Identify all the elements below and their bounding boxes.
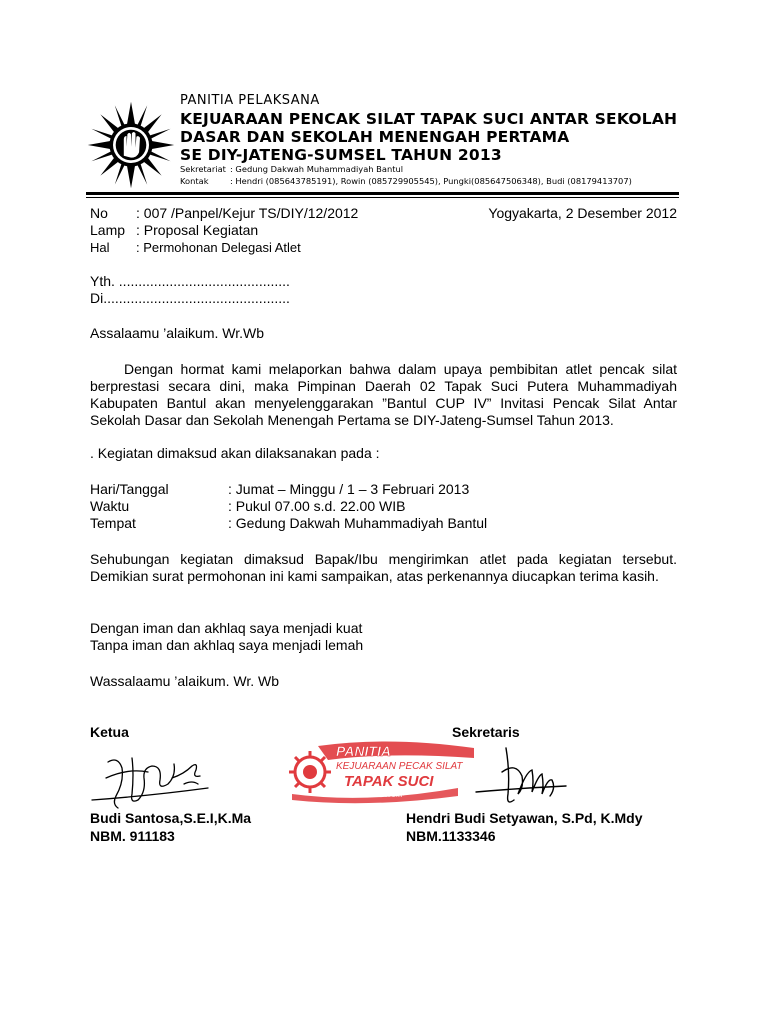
- tapak-suci-logo-icon: [86, 100, 176, 190]
- recipient-di: Di................................................: [90, 290, 290, 306]
- letter-number: : 007 /Panpel/Kejur TS/DIY/12/2012: [136, 205, 359, 221]
- motto-line: Dengan iman dan akhlaq saya menjadi kuat: [90, 620, 363, 636]
- stamp-emblem-icon: [289, 751, 331, 793]
- contact-label: Kontak: [180, 176, 209, 186]
- motto-line: Tanpa iman dan akhlaq saya menjadi lemah: [90, 637, 364, 653]
- time-label: Waktu: [90, 498, 130, 514]
- letterhead-divider-thin: [86, 197, 679, 198]
- schedule-intro: . Kegiatan dimaksud akan dilaksanakan pada :: [90, 445, 380, 461]
- stamp-line-4: ANTAR SD DAN SMP: [346, 793, 405, 799]
- stamp-line-2: KEJUARAAN PECAK SILAT: [336, 761, 463, 772]
- day-value: : Jumat – Minggu / 1 – 3 Februari 2013: [228, 481, 470, 497]
- chair-nbm: NBM. 911183: [90, 828, 175, 844]
- greeting: Assalaamu ’alaikum. Wr.Wb: [90, 325, 265, 341]
- attachment-value: : Proposal Kegiatan: [136, 222, 259, 238]
- event-title: [180, 110, 677, 164]
- committee-label: PANITIA PELAKSANA: [180, 93, 320, 108]
- recipient-yth: Yth. ............................................: [90, 273, 290, 289]
- farewell: Wassalaamu ’alaikum. Wr. Wb: [90, 673, 280, 689]
- secretariat-value: : Gedung Dakwah Muhammadiyah Bantul: [230, 164, 404, 174]
- chair-title: Ketua: [90, 724, 129, 740]
- secretariat-label: Sekretariat: [180, 164, 226, 174]
- secretary-signature-icon: [472, 742, 572, 812]
- intro-paragraph: Dengan hormat kami melaporkan bahwa dalam upaya pembibitan atlet pencak silat berprestasi secara dini, maka Pimpinan Daerah 02 Tapak Suci Putera Muhammadiyah Kabupaten Bantul akan menyelenggarakan ”Bantul CUP IV” Invitasi Pencak Silat Antar Sekolah Dasar dan Sekolah Menengah Pertama se DIY-Jateng-Sumsel Tahun 2013.: [90, 361, 677, 428]
- place-label: Tempat: [90, 515, 136, 531]
- subject-value: : Permohonan Delegasi Atlet: [136, 240, 301, 255]
- committee-stamp: [288, 738, 478, 806]
- time-value: : Pukul 07.00 s.d. 22.00 WIB: [228, 498, 406, 514]
- stamp-line-1: PANITIA: [336, 743, 391, 759]
- event-title-line: KEJUARAAN PENCAK SILAT TAPAK SUCI ANTAR SEKOLAH: [180, 110, 678, 128]
- letterhead-divider: [86, 192, 679, 195]
- closing-paragraph: Sehubungan kegiatan dimaksud Bapak/Ibu mengirimkan atlet pada kegiatan tersebut. Demikian surat permohonan ini kami sampaikan, atas perkenannya diucapkan terima kasih.: [90, 551, 677, 584]
- secretary-title: Sekretaris: [452, 724, 520, 740]
- no-label: No: [90, 205, 108, 221]
- hal-label: Hal: [90, 240, 110, 255]
- event-title-line: SE DIY-JATENG-SUMSEL TAHUN 2013: [180, 146, 502, 164]
- secretary-nbm: NBM.1133346: [406, 828, 496, 844]
- secretary-name: Hendri Budi Setyawan, S.Pd, K.Mdy: [406, 810, 643, 826]
- place-value: : Gedung Dakwah Muhammadiyah Bantul: [228, 515, 488, 531]
- chair-signature-icon: [88, 738, 228, 812]
- stamp-line-3: TAPAK SUCI: [344, 773, 434, 790]
- event-title-line: DASAR DAN SEKOLAH MENENGAH PERTAMA: [180, 128, 570, 146]
- letter-date: Yogyakarta, 2 Desember 2012: [488, 205, 677, 221]
- letterhead-info: [180, 163, 632, 187]
- lamp-label: Lamp: [90, 222, 126, 238]
- day-label: Hari/Tanggal: [90, 481, 169, 497]
- contact-value: : Hendri (085643785191), Rowin (085729905545), Pungki(085647506348), Budi (08179413707): [230, 176, 632, 186]
- secretariat-row: [180, 163, 632, 175]
- chair-name: Budi Santosa,S.E.I,K.Ma: [90, 810, 252, 826]
- contact-row: [180, 175, 632, 187]
